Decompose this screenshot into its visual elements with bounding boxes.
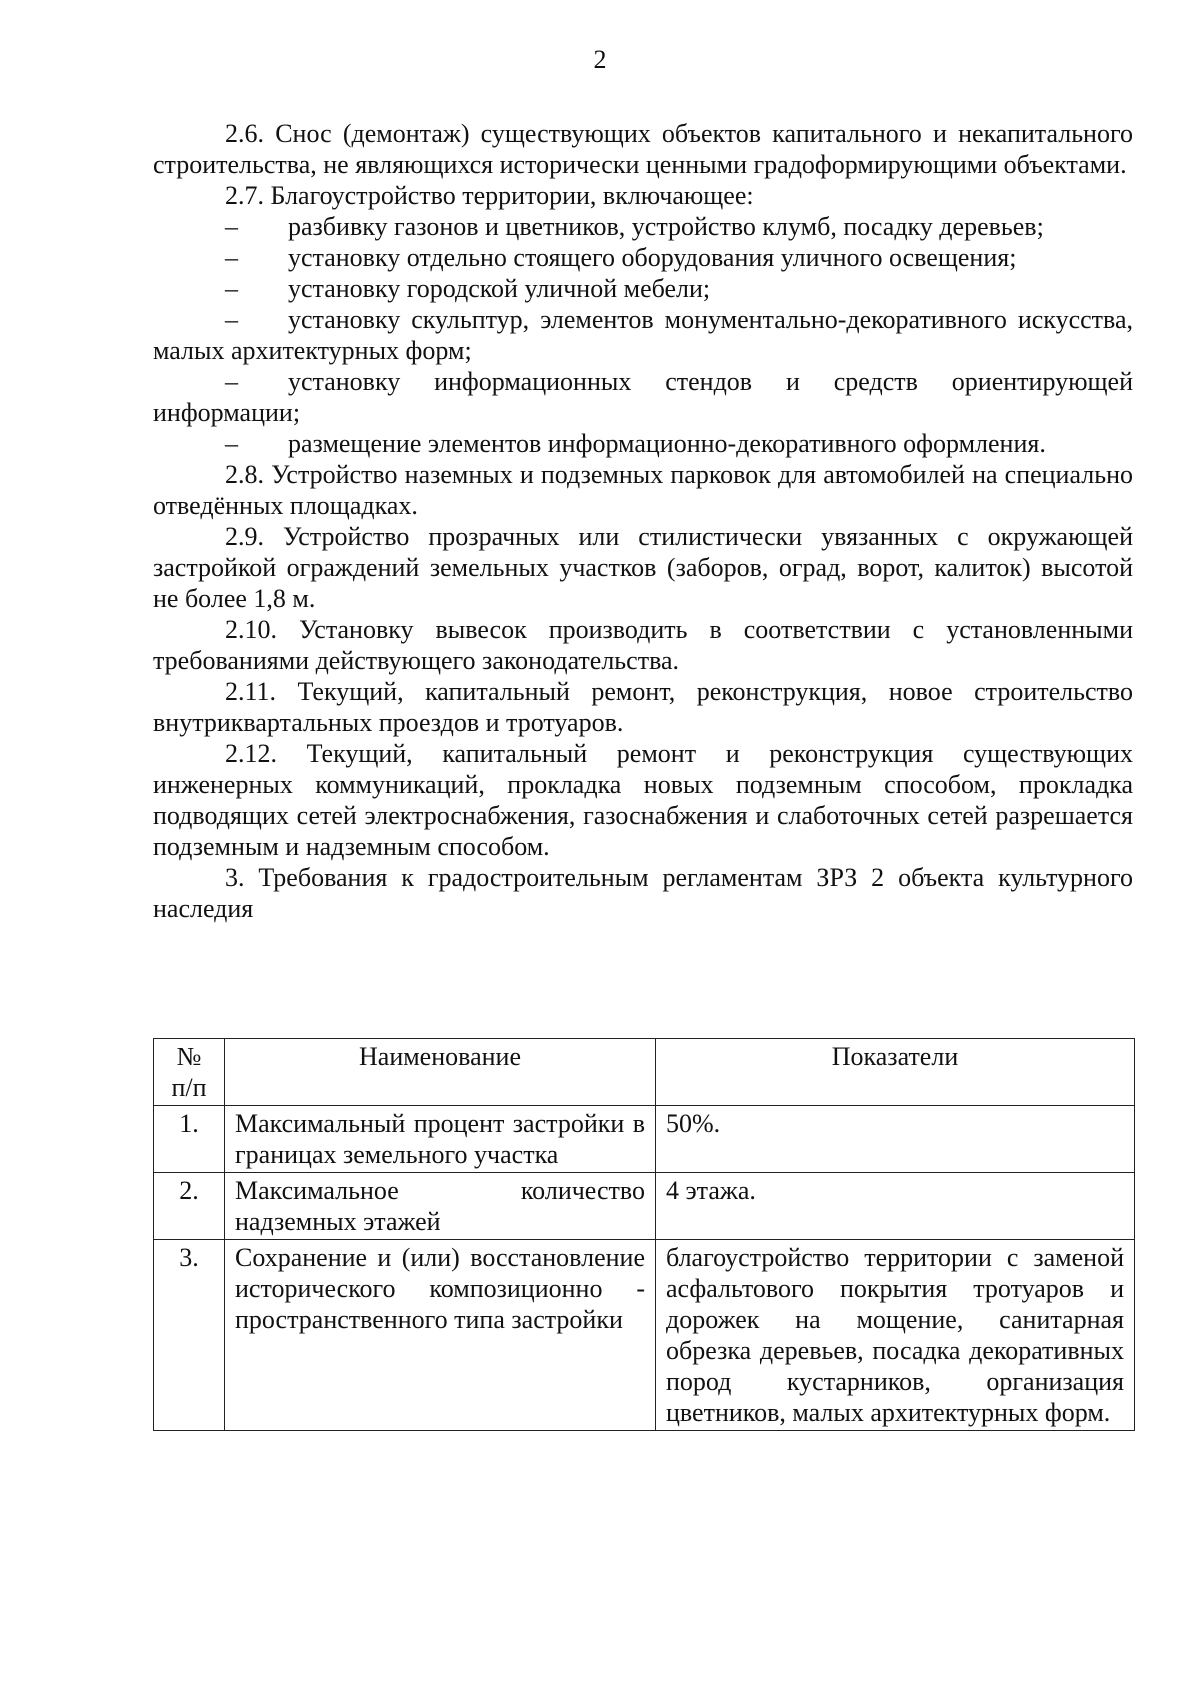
row-name: Сохранение и (или) восстановление исторического композиционно - пространственного типа застройки (225, 1240, 656, 1431)
row-number: 3. (154, 1240, 225, 1431)
list-item (153, 304, 1133, 366)
dash-marker: – (225, 429, 238, 458)
list-item (153, 366, 1133, 428)
dash-marker: – (225, 305, 238, 334)
header-number: № п/п (154, 1039, 225, 1106)
list-item-text: установку отдельно стоящего оборудования уличного освещения; (288, 243, 1017, 272)
dash-marker: – (225, 274, 238, 303)
row-value: 50%. (656, 1106, 1135, 1173)
list-item (153, 273, 1133, 304)
header-indicators: Показатели (656, 1039, 1135, 1106)
paragraph-2-7: 2.7. Благоустройство территории, включающее: (225, 181, 754, 210)
header-name: Наименование (225, 1039, 656, 1106)
list-item-text: установку городской уличной мебели; (288, 274, 711, 303)
table-row (154, 1173, 1135, 1240)
paragraph-2-11: 2.11. Текущий, капитальный ремонт, реконструкция, новое строительство внутриквартальных проездов и тротуаров. (153, 677, 1133, 737)
row-name: Максимальный процент застройки в границах земельного участка (225, 1106, 656, 1173)
paragraph-2-8: 2.8. Устройство наземных и подземных парковок для автомобилей на специально отведённых площадках. (153, 460, 1133, 520)
dash-marker: – (225, 212, 238, 241)
page-number: 2 (593, 45, 607, 74)
list-item (153, 428, 1133, 459)
list-item-text: установку информационных стендов и средств ориентирующей информации; (153, 367, 1133, 427)
paragraph-2-12: 2.12. Текущий, капитальный ремонт и реконструкция существующих инженерных коммуникаций, прокладка новых подземным способом, прокладка подводящих сетей электроснабжения, газоснабжения и слаботочных сетей разрешается подземным и надземным способом. (153, 739, 1133, 861)
paragraph-3: 3. Требования к градостроительным регламентам ЗРЗ 2 объекта культурного наследия (153, 863, 1133, 923)
paragraph-2-6: 2.6. Снос (демонтаж) существующих объектов капитального и некапитального строительства, не являющихся исторически ценными градоформирующими объектами. (153, 119, 1133, 179)
paragraph-2-10: 2.10. Установку вывесок производить в соответствии с установленными требованиями действующего законодательства. (153, 615, 1133, 675)
row-value: 4 этажа. (656, 1173, 1135, 1240)
row-number: 2. (154, 1173, 225, 1240)
row-number: 1. (154, 1106, 225, 1173)
document-body (153, 118, 1133, 924)
list-item-text: разбивку газонов и цветников, устройство клумб, посадку деревьев; (288, 212, 1044, 241)
table-row (154, 1240, 1135, 1431)
dash-marker: – (225, 243, 238, 272)
list-item (153, 242, 1133, 273)
paragraph-2-9: 2.9. Устройство прозрачных или стилистически увязанных с окружающей застройкой ограждений земельных участков (заборов, оград, ворот, калиток) высотой не более 1,8 м. (153, 522, 1133, 613)
table-header-row (154, 1039, 1135, 1106)
row-value: благоустройство территории с заменой асфальтового покрытия тротуаров и дорожек на мощение, санитарная обрезка деревьев, посадка декоративных пород кустарников, организация цветников, малых архитектурных форм. (656, 1240, 1135, 1431)
list-item (153, 211, 1133, 242)
row-name: Максимальное количество надземных этажей (225, 1173, 656, 1240)
table-row (154, 1106, 1135, 1173)
list-item-text: установку скульптур, элементов монументально-декоративного искусства, малых архитектурных форм; (153, 305, 1133, 365)
dash-marker: – (225, 367, 238, 396)
list-item-text: размещение элементов информационно-декоративного оформления. (288, 429, 1046, 458)
regulation-table (153, 1038, 1135, 1431)
